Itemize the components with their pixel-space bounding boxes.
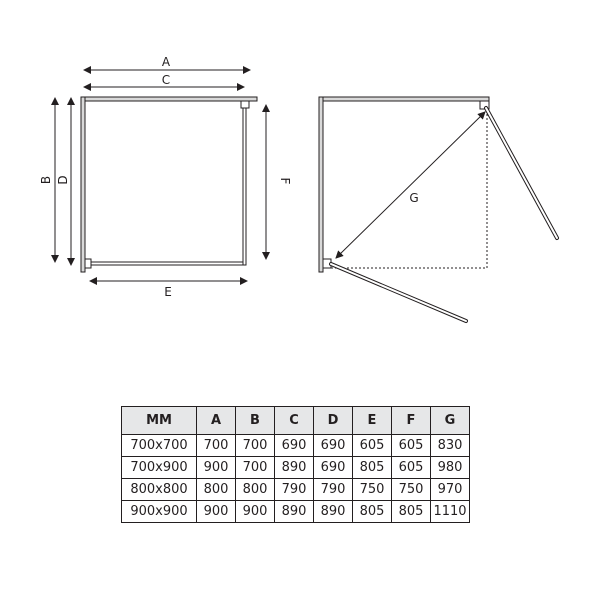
hinge-bracket-left [85,259,91,268]
dimension-a-label: A [161,55,171,69]
table-cell: 700x900 [122,457,197,479]
table-cell: 900 [197,501,236,523]
table-cell: 700 [197,435,236,457]
table-cell: 890 [314,501,353,523]
plan-view [39,55,292,299]
table-cell: 700 [236,457,275,479]
table-cell: 605 [392,435,431,457]
door-swing-view [319,97,557,321]
table-cell: 605 [392,457,431,479]
dimension-c-label: C [161,73,171,87]
right-side-glass [243,105,246,265]
table-cell: 970 [431,479,470,501]
header-e: E [353,407,392,435]
dimension-g-label: G [409,191,419,205]
table-cell: 800 [236,479,275,501]
dimensions-table [121,406,470,523]
table-header-row [122,407,470,435]
table-cell: 900x900 [122,501,197,523]
table-cell: 900 [197,457,236,479]
header-g: G [431,407,470,435]
back-wall-panel-2 [319,97,489,101]
header-d: D [314,407,353,435]
header-f: F [392,407,431,435]
table-cell: 690 [275,435,314,457]
dimension-d-label: D [56,175,70,185]
header-mm: MM [122,407,197,435]
table-cell: 805 [392,501,431,523]
table-row [122,435,470,457]
hinge-bracket-top [241,101,249,108]
table-row [122,457,470,479]
table-cell: 750 [353,479,392,501]
front-glass-panel [85,262,245,265]
dimension-f-label: F [278,177,292,185]
table-cell: 900 [236,501,275,523]
table-cell: 1110 [431,501,470,523]
open-door-lower-inner [331,264,466,321]
table-cell: 805 [353,501,392,523]
side-wall-panel-2 [319,97,323,272]
table-cell: 700 [236,435,275,457]
table-cell: 800 [197,479,236,501]
dimension-b-label: B [39,175,53,185]
table-row [122,479,470,501]
open-door-upper-inner [486,108,557,238]
header-c: C [275,407,314,435]
dimension-e-label: E [164,285,172,299]
table-cell: 790 [275,479,314,501]
side-wall-panel [81,97,85,272]
back-wall-panel [81,97,257,101]
table-cell: 805 [353,457,392,479]
table-cell: 830 [431,435,470,457]
dimension-g-line [336,112,485,258]
table-row [122,501,470,523]
header-b: B [236,407,275,435]
table-cell: 890 [275,501,314,523]
table-cell: 980 [431,457,470,479]
header-a: A [197,407,236,435]
table-cell: 790 [314,479,353,501]
table-cell: 700x700 [122,435,197,457]
table-cell: 890 [275,457,314,479]
table-cell: 800x800 [122,479,197,501]
table-cell: 605 [353,435,392,457]
table-cell: 690 [314,457,353,479]
table-cell: 750 [392,479,431,501]
table-cell: 690 [314,435,353,457]
